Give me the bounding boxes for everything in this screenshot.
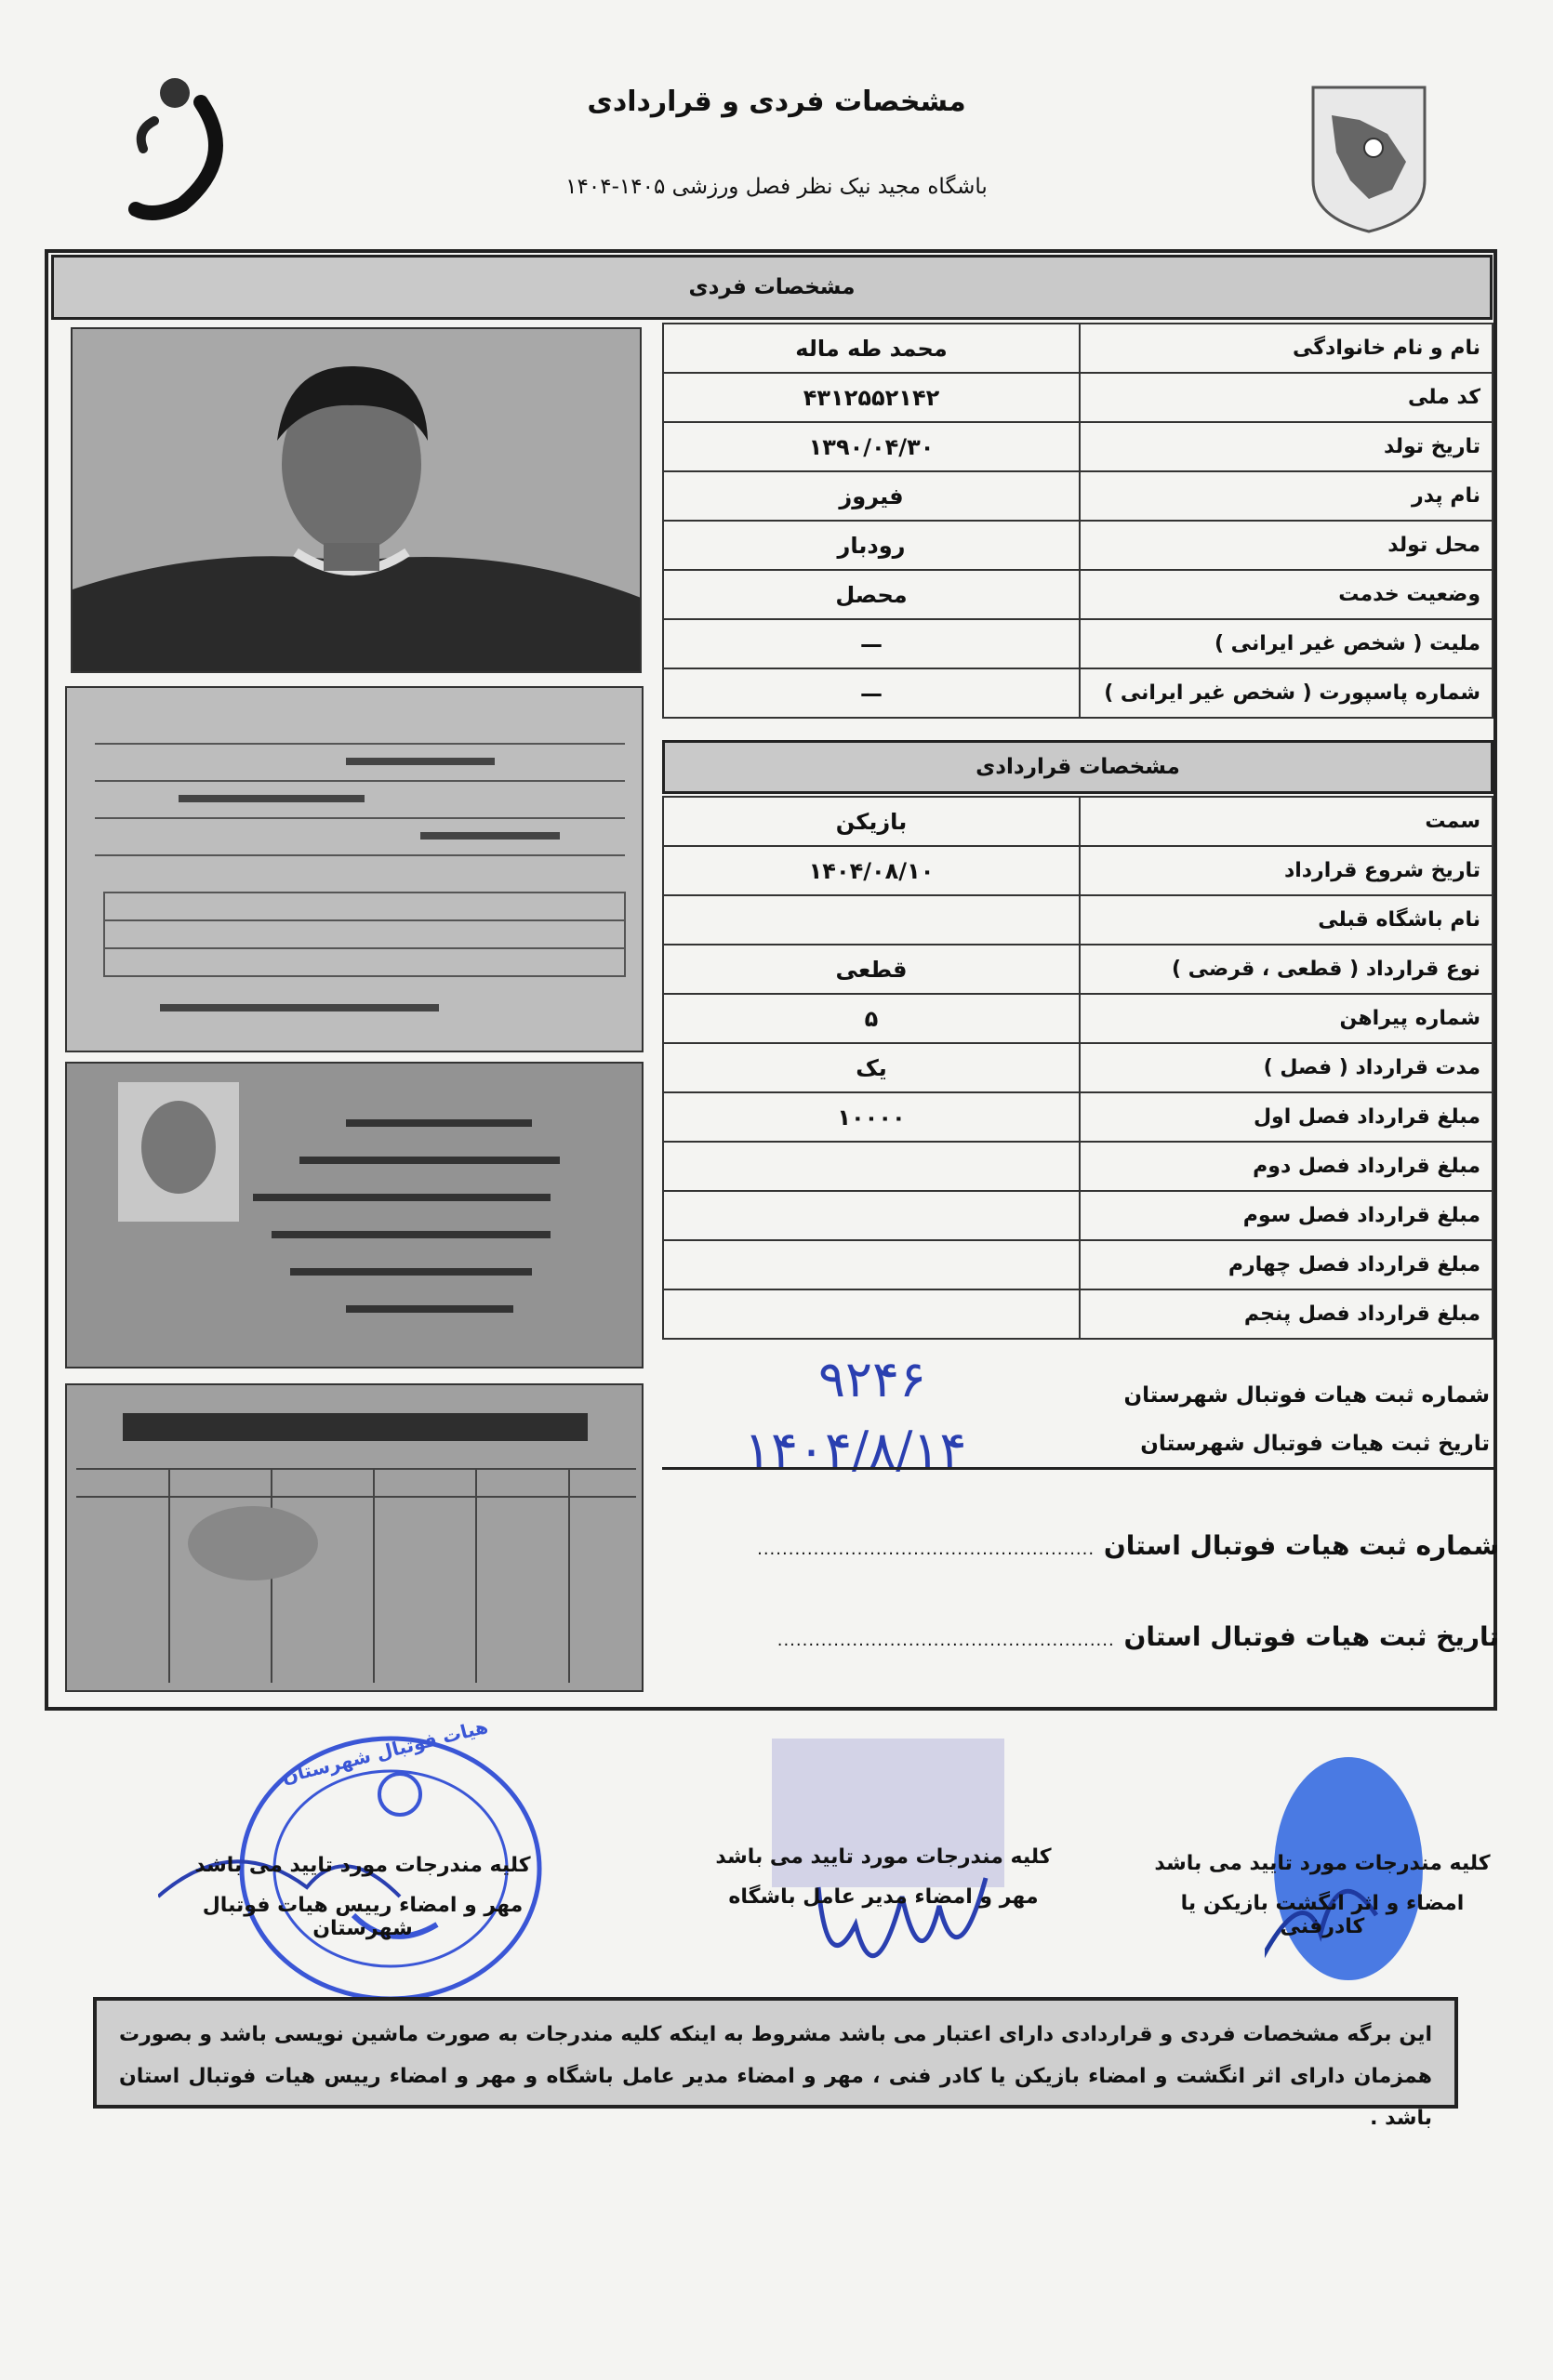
contract-label: مبلغ قرارداد فصل سوم — [1080, 1191, 1493, 1240]
personal-label: شماره پاسپورت ( شخص غیر ایرانی ) — [1080, 668, 1493, 718]
signature-club-line1: کلیه مندرجات مورد تایید می باشد — [715, 1845, 1052, 1869]
contract-row — [663, 945, 1493, 994]
contract-value — [663, 1142, 1080, 1191]
contract-label: تاریخ شروع قرارداد — [1080, 846, 1493, 895]
signature-player-line2: امضاء و اثر انگشت بازیکن یا کادرفنی — [1180, 1892, 1465, 1938]
personal-label: نام و نام خانوادگی — [1080, 324, 1493, 373]
contract-value: ۱۴۰۴/۰۸/۱۰ — [663, 846, 1080, 895]
personal-value: — — [663, 619, 1080, 668]
contract-section-title: مشخصات قراردادی — [662, 740, 1493, 794]
personal-value: محصل — [663, 570, 1080, 619]
contract-label: نوع قرارداد ( قطعی ، قرضی ) — [1080, 945, 1493, 994]
family-record-page-scan — [65, 1383, 644, 1692]
city-registration-date-handwritten: ۱۴۰۴/۸/۱۴ — [744, 1421, 967, 1479]
personal-row — [663, 570, 1493, 619]
personal-label: تاریخ تولد — [1080, 422, 1493, 471]
contract-value: یک — [663, 1043, 1080, 1092]
contract-value — [663, 1191, 1080, 1240]
contract-label: مدت قرارداد ( فصل ) — [1080, 1043, 1493, 1092]
contract-row — [663, 797, 1493, 846]
contract-value: ۵ — [663, 994, 1080, 1043]
signature-federation-line2: مهر و امضاء رییس هیات فوتبال شهرستان — [202, 1894, 524, 1940]
personal-row — [663, 668, 1493, 718]
city-federation-stamp-text: هیات فوتبال شهرستان — [279, 1714, 490, 1789]
contract-label: مبلغ قرارداد فصل پنجم — [1080, 1289, 1493, 1339]
contract-row — [663, 994, 1493, 1043]
personal-value: محمد طه ماله — [663, 324, 1080, 373]
contract-row — [663, 1043, 1493, 1092]
signature-block-federation — [158, 1854, 567, 1940]
footer-note: این برگه مشخصات فردی و قراردادی دارای اعتبار می باشد مشروط به اینکه کلیه مندرجات به صورت ماشین نویسی باشد و بصورت همزمان دارای اثر انگشت و امضاء بازیکن یا کادر فنی ، مهر و امضاء مدیر عامل باشگاه و مهر و امضاء رییس هیات فوتبال استان باشد . — [93, 1997, 1458, 2109]
personal-table — [662, 323, 1493, 719]
province-registration-date-label: تاریخ ثبت هیات فوتبال استان — [1123, 1621, 1499, 1652]
contract-label: مبلغ قرارداد فصل چهارم — [1080, 1240, 1493, 1289]
city-registration-bottom-rule — [662, 1467, 1493, 1470]
signature-block-player — [1136, 1852, 1508, 1938]
contract-row — [663, 1191, 1493, 1240]
player-photo — [71, 327, 642, 673]
personal-value: رودبار — [663, 521, 1080, 570]
signature-club-line2: مهر و امضاء مدیر عامل باشگاه — [728, 1885, 1039, 1909]
contract-row — [663, 1142, 1493, 1191]
contract-row — [663, 1092, 1493, 1142]
contract-label: سمت — [1080, 797, 1493, 846]
contract-label: مبلغ قرارداد فصل دوم — [1080, 1142, 1493, 1191]
contract-label: مبلغ قرارداد فصل اول — [1080, 1092, 1493, 1142]
contract-row — [663, 1289, 1493, 1339]
city-registration-number-handwritten: ۹۲۴۶ — [818, 1350, 927, 1408]
contract-value: بازیکن — [663, 797, 1080, 846]
contract-label: شماره پیراهن — [1080, 994, 1493, 1043]
province-registration-date-row — [707, 1621, 1499, 1652]
personal-value: ۴۳۱۲۵۵۲۱۴۲ — [663, 373, 1080, 422]
personal-row — [663, 471, 1493, 521]
document-title: مشخصات فردی و قراردادی — [587, 86, 966, 118]
contract-label: نام باشگاه قبلی — [1080, 895, 1493, 945]
personal-label: ملیت ( شخص غیر ایرانی ) — [1080, 619, 1493, 668]
contract-value: ۱۰۰۰۰ — [663, 1092, 1080, 1142]
contract-value — [663, 895, 1080, 945]
personal-row — [663, 324, 1493, 373]
personal-value: فیروز — [663, 471, 1080, 521]
contract-table — [662, 796, 1493, 1340]
document-subtitle: باشگاه مجید نیک نظر فصل ورزشی ۱۴۰۵-۱۴۰۴ — [565, 175, 988, 199]
personal-row — [663, 373, 1493, 422]
id-card-page-scan — [65, 1062, 644, 1368]
personal-label: نام پدر — [1080, 471, 1493, 521]
contract-value — [663, 1240, 1080, 1289]
province-registration-number-label: شماره ثبت هیات فوتبال استان — [1103, 1530, 1499, 1561]
city-registration-number-label: شماره ثبت هیات فوتبال شهرستان — [1123, 1383, 1490, 1408]
personal-label: محل تولد — [1080, 521, 1493, 570]
personal-row — [663, 619, 1493, 668]
personal-section-title: مشخصات فردی — [51, 255, 1493, 320]
personal-row — [663, 521, 1493, 570]
personal-label: وضعیت خدمت — [1080, 570, 1493, 619]
contract-value: قطعی — [663, 945, 1080, 994]
province-registration-number-dots: ...................................................... — [757, 1540, 1095, 1559]
signature-player-line1: کلیه مندرجات مورد تایید می باشد — [1154, 1852, 1491, 1875]
province-registration-date-dots: ...................................................... — [776, 1631, 1115, 1650]
contract-value — [663, 1289, 1080, 1339]
birth-certificate-page-scan — [65, 686, 644, 1052]
personal-value: ۱۳۹۰/۰۴/۳۰ — [663, 422, 1080, 471]
contract-row — [663, 895, 1493, 945]
personal-label: کد ملی — [1080, 373, 1493, 422]
contract-row — [663, 1240, 1493, 1289]
contract-row — [663, 846, 1493, 895]
personal-value: — — [663, 668, 1080, 718]
province-registration-number-row — [707, 1530, 1499, 1561]
signature-federation-line1: کلیه مندرجات مورد تایید می باشد — [194, 1854, 531, 1877]
signature-block-club — [688, 1845, 1079, 1909]
personal-row — [663, 422, 1493, 471]
city-registration-date-label: تاریخ ثبت هیات فوتبال شهرستان — [1140, 1432, 1490, 1456]
